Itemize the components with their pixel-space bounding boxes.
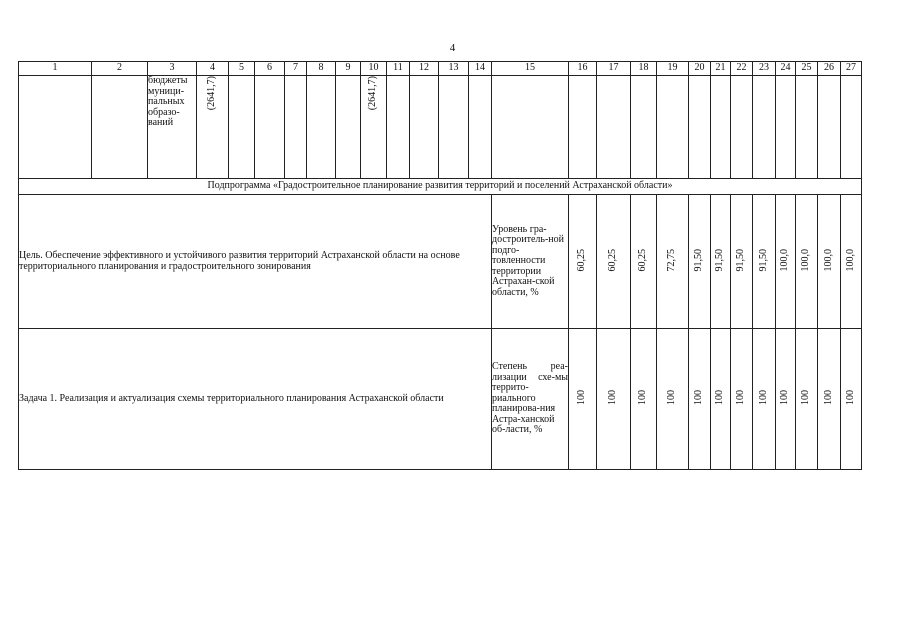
col-header: 9 xyxy=(336,62,361,76)
task-value: 100 xyxy=(714,389,726,405)
col-header: 11 xyxy=(387,62,410,76)
col-header: 2 xyxy=(92,62,148,76)
goal-value: 60,25 xyxy=(576,248,588,271)
goal-indicator: Уровень гра-достроитель-ной подго-товленности территории Астрахан-ской области, % xyxy=(492,195,569,329)
col-header: 27 xyxy=(841,62,862,76)
col-header: 25 xyxy=(796,62,818,76)
task-value: 100 xyxy=(693,389,705,405)
task-indicator: Степень реа-лизации схе-мы террито-риального планирова-ния Астра-ханской об-ласти, % xyxy=(492,329,569,470)
col-header: 20 xyxy=(689,62,711,76)
goal-value: 100,0 xyxy=(822,248,834,271)
col-header: 18 xyxy=(631,62,657,76)
col-header: 7 xyxy=(285,62,307,76)
col-header: 22 xyxy=(731,62,753,76)
task-value: 100 xyxy=(637,389,649,405)
col-header: 26 xyxy=(818,62,841,76)
subprogram-title: Подпрограмма «Градостроительное планирование развития территорий и поселений Астраханской области» xyxy=(19,179,862,195)
col-header: 16 xyxy=(569,62,597,76)
column-number-row xyxy=(19,62,862,76)
task-value: 100 xyxy=(666,389,678,405)
col-header: 4 xyxy=(197,62,229,76)
goal-value: 60,25 xyxy=(637,248,649,271)
col-header: 1 xyxy=(19,62,92,76)
goal-value: 91,50 xyxy=(693,248,705,271)
goal-value: 91,50 xyxy=(714,248,726,271)
subprogram-row xyxy=(19,179,862,195)
col-header: 8 xyxy=(307,62,336,76)
col-header: 5 xyxy=(229,62,255,76)
budget-col4-value: (2641,7) xyxy=(206,76,218,111)
col-header: 19 xyxy=(657,62,689,76)
col-header: 21 xyxy=(711,62,731,76)
goal-value: 100,0 xyxy=(800,248,812,271)
page-number: 4 xyxy=(449,42,456,54)
col-header: 3 xyxy=(148,62,197,76)
col-header: 6 xyxy=(255,62,285,76)
goal-row xyxy=(19,195,862,329)
goal-text: Цель. Обеспечение эффективного и устойчивого развития территорий Астраханской области на основе территориального планирования и градостроительного зонирования xyxy=(19,195,492,329)
goal-value: 100,0 xyxy=(844,248,856,271)
goal-value: 91,50 xyxy=(757,248,769,271)
task-value: 100 xyxy=(576,389,588,405)
task-value: 100 xyxy=(735,389,747,405)
goal-value: 72,75 xyxy=(666,248,678,271)
task-value: 100 xyxy=(779,389,791,405)
goal-value: 60,25 xyxy=(607,248,619,271)
budget-row xyxy=(19,76,862,179)
task-row xyxy=(19,329,862,470)
col-header: 24 xyxy=(776,62,796,76)
task-value: 100 xyxy=(607,389,619,405)
budget-label: бюджеты муници-пальных образо-ваний xyxy=(148,76,197,179)
budget-col10-value: (2641,7) xyxy=(367,76,379,111)
col-header: 14 xyxy=(469,62,492,76)
col-header: 12 xyxy=(410,62,439,76)
col-header: 10 xyxy=(361,62,387,76)
col-header: 17 xyxy=(597,62,631,76)
program-table xyxy=(18,61,862,470)
task-value: 100 xyxy=(822,389,834,405)
task-value: 100 xyxy=(800,389,812,405)
col-header: 23 xyxy=(753,62,776,76)
col-header: 15 xyxy=(492,62,569,76)
goal-value: 100,0 xyxy=(779,248,791,271)
task-value: 100 xyxy=(757,389,769,405)
task-value: 100 xyxy=(844,389,856,405)
task-text: Задача 1. Реализация и актуализация схемы территориального планирования Астраханской области xyxy=(19,329,492,470)
goal-value: 91,50 xyxy=(735,248,747,271)
col-header: 13 xyxy=(439,62,469,76)
